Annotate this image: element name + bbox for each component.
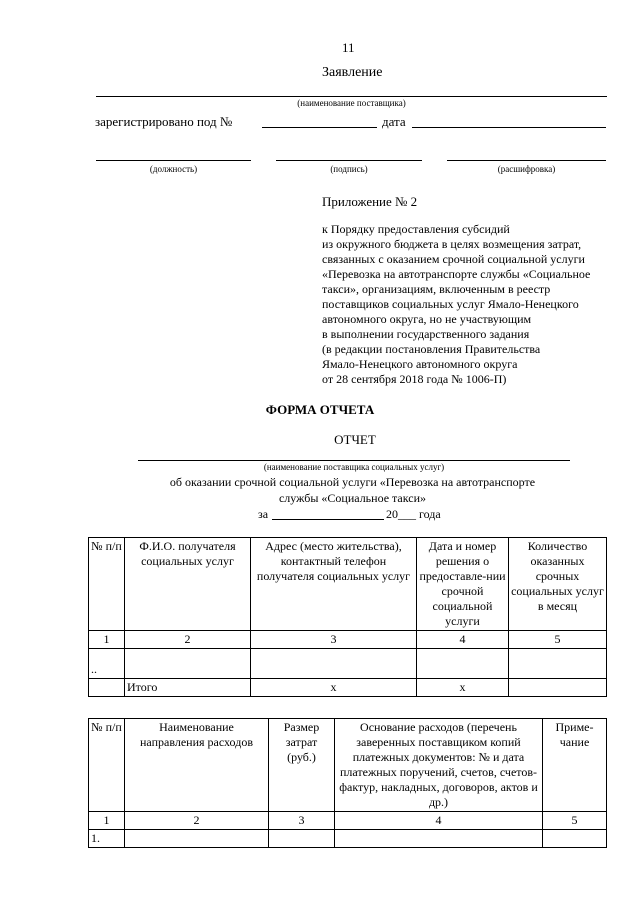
- expenses-table: [88, 718, 607, 848]
- table-cell: ..: [89, 649, 125, 679]
- date-label: дата: [382, 114, 406, 129]
- column-header: Основание расходов (перечень заверенных поставщиком копий платежных документов: № и дата платежных поручений, счетов, счетов-фактур, накладных, договоров, актов и др.): [335, 719, 543, 812]
- column-number: 2: [125, 631, 251, 649]
- supplier-name-line: [96, 96, 607, 97]
- report-subtitle-line1: об оказании срочной социальной услуги «Перевозка на автотранспорте: [169, 475, 536, 489]
- decoding-line: [447, 160, 606, 161]
- column-header: Количество оказанных срочных социальных услуг в месяц: [509, 538, 607, 631]
- position-line: [96, 160, 251, 161]
- table-row: [89, 649, 607, 679]
- table-cell: [417, 649, 509, 679]
- appendix-line: от 28 сентября 2018 года № 1006-П): [322, 372, 507, 386]
- appendix-line: такси», организациям, включенным в реестр: [322, 282, 551, 296]
- table-cell: [125, 649, 251, 679]
- period-prefix: за: [258, 507, 269, 521]
- appendix-line: (в редакции постановления Правительства: [322, 342, 541, 356]
- appendix-line: из окружного бюджета в целях возмещения затрат,: [322, 237, 582, 251]
- column-number: 2: [125, 812, 269, 830]
- column-header: Ф.И.О. получателя социальных услуг: [125, 538, 251, 631]
- appendix-line: к Порядку предоставления субсидий: [322, 222, 510, 236]
- column-number: 4: [335, 812, 543, 830]
- column-number: 5: [509, 631, 607, 649]
- period-year: 20___ года: [386, 507, 441, 521]
- column-numbers-row: [89, 812, 607, 830]
- table-cell: [89, 679, 125, 697]
- appendix-line: «Перевозка на автотранспорте службы «Социальное: [322, 267, 591, 281]
- supplier-name-caption: (наименование поставщика): [297, 98, 406, 108]
- total-label: Итого: [125, 679, 251, 697]
- table-cell: [335, 830, 543, 848]
- column-number: 1: [89, 631, 125, 649]
- table-header-row: [89, 538, 607, 631]
- column-header: № п/п: [89, 719, 125, 812]
- column-numbers-row: [89, 631, 607, 649]
- report-supplier-line: [138, 460, 570, 461]
- appendix-title: Приложение № 2: [322, 194, 418, 209]
- table-cell: 1.: [89, 830, 125, 848]
- recipients-table: [88, 537, 607, 697]
- column-number: 1: [89, 812, 125, 830]
- column-header: № п/п: [89, 538, 125, 631]
- report-title: ОТЧЕТ: [334, 432, 376, 447]
- position-caption: (должность): [149, 164, 198, 174]
- appendix-line: связанных с оказанием срочной социальной услуги: [322, 252, 585, 266]
- table-cell: [251, 649, 417, 679]
- page-number: 11: [342, 40, 355, 55]
- form-title: ФОРМА ОТЧЕТА: [265, 402, 375, 417]
- column-header: Адрес (место жительства), контактный телефон получателя социальных услуг: [251, 538, 417, 631]
- decoding-caption: (расшифровка): [497, 164, 556, 174]
- appendix-line: поставщиков социальных услуг Ямало-Ненецкого: [322, 297, 579, 311]
- registration-number-line: [262, 127, 377, 128]
- appendix-line: автономного округа, но не участвующим: [322, 312, 532, 326]
- appendix-line: Ямало-Ненецкого автономного округа: [322, 357, 518, 371]
- total-row: [89, 679, 607, 697]
- column-header: Дата и номер решения о предоставле-нии срочной социальной услуги: [417, 538, 509, 631]
- table-header-row: [89, 719, 607, 812]
- period-line: [272, 519, 384, 520]
- table-cell: [269, 830, 335, 848]
- report-supplier-caption: (наименование поставщика социальных услуг): [263, 462, 445, 472]
- column-header: Наименование направления расходов: [125, 719, 269, 812]
- registered-label: зарегистрировано под №: [95, 114, 233, 129]
- table-cell: [543, 830, 607, 848]
- column-number: 3: [269, 812, 335, 830]
- table-cell: x: [251, 679, 417, 697]
- registration-date-line: [412, 127, 606, 128]
- column-header: Размер затрат (руб.): [269, 719, 335, 812]
- appendix-text: [322, 222, 622, 387]
- signature-caption: (подпись): [330, 164, 368, 174]
- signature-line: [276, 160, 422, 161]
- column-number: 3: [251, 631, 417, 649]
- column-number: 4: [417, 631, 509, 649]
- table-cell: [125, 830, 269, 848]
- appendix-line: в выполнении государственного задания: [322, 327, 530, 341]
- table-cell: [509, 649, 607, 679]
- column-number: 5: [543, 812, 607, 830]
- column-header: Приме-чание: [543, 719, 607, 812]
- table-cell: x: [417, 679, 509, 697]
- table-row: [89, 830, 607, 848]
- report-subtitle-line2: службы «Социальное такси»: [278, 491, 427, 505]
- table-cell: [509, 679, 607, 697]
- application-title: Заявление: [322, 65, 383, 80]
